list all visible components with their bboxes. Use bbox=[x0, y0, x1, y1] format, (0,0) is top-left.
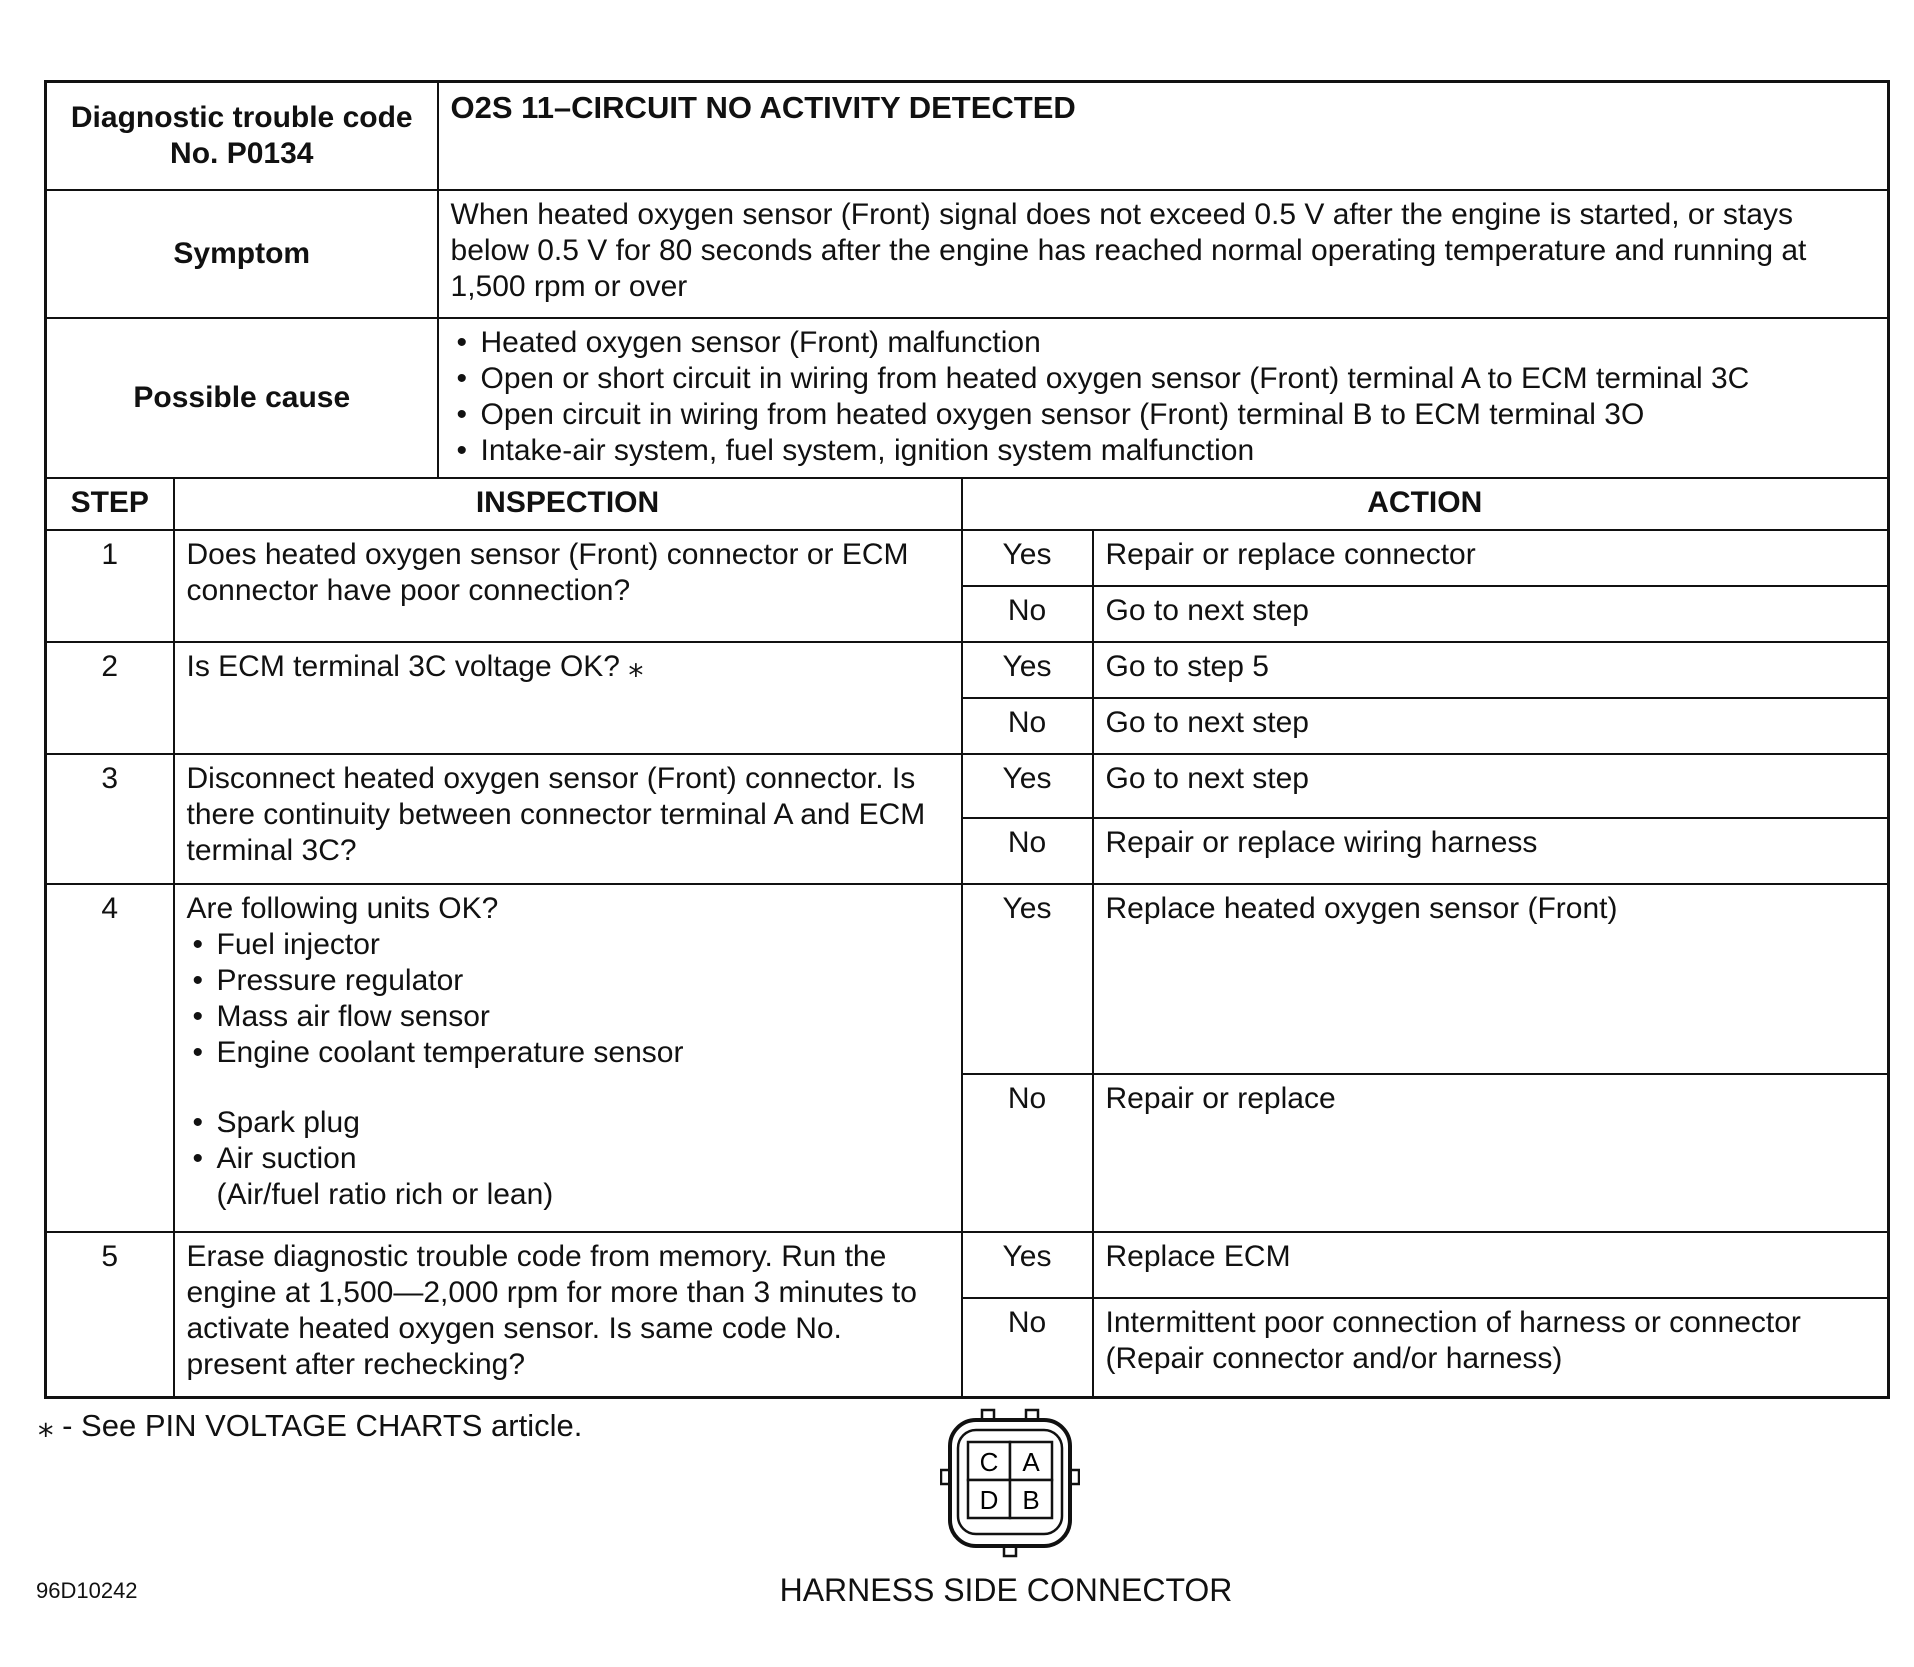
no-label: No bbox=[962, 818, 1093, 884]
no-label: No bbox=[962, 586, 1093, 642]
unit-item: • Air suction bbox=[187, 1141, 949, 1177]
table-row bbox=[46, 884, 1889, 1074]
step-column-header: STEP bbox=[46, 478, 174, 530]
yes-label: Yes bbox=[962, 642, 1093, 698]
step-number: 3 bbox=[46, 754, 174, 884]
unit-item: • Mass air flow sensor bbox=[187, 999, 949, 1035]
dtc-row bbox=[46, 82, 1889, 190]
figure-id: 96D10242 bbox=[36, 1578, 138, 1603]
no-action-line: Intermittent poor connection of harness or connector bbox=[1105, 1305, 1801, 1339]
column-header-row bbox=[46, 478, 1889, 530]
pin-label-c: C bbox=[979, 1447, 999, 1477]
inspection-column-header: INSPECTION bbox=[174, 478, 962, 530]
action-column-header: ACTION bbox=[962, 478, 1889, 530]
symptom-text: When heated oxygen sensor (Front) signal does not exceed 0.5 V after the engine is started, or stays below 0.5 V for 80 seconds after the engine has reached normal operating temperature and running at 1,500 rpm or over bbox=[438, 190, 1889, 318]
yes-label: Yes bbox=[962, 884, 1093, 1074]
unit-item: • Pressure regulator bbox=[187, 963, 949, 999]
no-action: Go to next step bbox=[1093, 698, 1889, 754]
symptom-label: Symptom bbox=[46, 190, 438, 318]
table-row bbox=[46, 754, 1889, 818]
inspection-text: Is ECM terminal 3C voltage OK? ⁎ bbox=[174, 642, 962, 754]
symptom-row bbox=[46, 190, 1889, 318]
inspection-text: Does heated oxygen sensor (Front) connector or ECM connector have poor connection? bbox=[174, 530, 962, 642]
yes-label: Yes bbox=[962, 1232, 1093, 1298]
unit-note: (Air/fuel ratio rich or lean) bbox=[216, 1177, 554, 1211]
yes-label: Yes bbox=[962, 754, 1093, 818]
table-row bbox=[46, 530, 1889, 586]
connector-caption: HARNESS SIDE CONNECTOR bbox=[779, 1572, 1233, 1608]
footnote: ⁎ - See PIN VOLTAGE CHARTS article. bbox=[38, 1408, 583, 1443]
possible-cause-label: Possible cause bbox=[46, 318, 438, 478]
pin-label-d: D bbox=[979, 1485, 999, 1515]
no-action: Repair or replace bbox=[1093, 1074, 1889, 1232]
no-label: No bbox=[962, 698, 1093, 754]
possible-cause-row bbox=[46, 318, 1889, 478]
cause-item: • Open circuit in wiring from heated oxygen sensor (Front) terminal B to ECM terminal 3O bbox=[451, 397, 1876, 433]
table-row bbox=[46, 642, 1889, 698]
diagnostic-table bbox=[44, 80, 1890, 1399]
pin-label-b: B bbox=[1022, 1485, 1040, 1515]
yes-label: Yes bbox=[962, 530, 1093, 586]
possible-cause-list bbox=[438, 318, 1889, 478]
cause-item: • Intake-air system, fuel system, ignition system malfunction bbox=[451, 433, 1876, 469]
step-number: 2 bbox=[46, 642, 174, 754]
step-number: 5 bbox=[46, 1232, 174, 1398]
no-action: Repair or replace wiring harness bbox=[1093, 818, 1889, 884]
dtc-label: Diagnostic trouble code No. P0134 bbox=[46, 82, 438, 190]
yes-action: Go to step 5 bbox=[1093, 642, 1889, 698]
step-number: 1 bbox=[46, 530, 174, 642]
dtc-title: O2S 11–CIRCUIT NO ACTIVITY DETECTED bbox=[438, 82, 1889, 190]
inspection-question: Are following units OK? bbox=[186, 891, 499, 925]
inspection-text: Disconnect heated oxygen sensor (Front) connector. Is there continuity between connector terminal A and ECM terminal 3C? bbox=[174, 754, 962, 884]
diagnostic-document bbox=[44, 80, 1887, 1399]
yes-action: Repair or replace connector bbox=[1093, 530, 1889, 586]
inspection-text bbox=[174, 884, 962, 1232]
harness-connector-diagram bbox=[940, 1408, 1080, 1558]
no-label: No bbox=[962, 1074, 1093, 1232]
yes-action: Go to next step bbox=[1093, 754, 1889, 818]
no-action bbox=[1093, 1298, 1889, 1398]
inspection-text: Erase diagnostic trouble code from memory. Run the engine at 1,500—2,000 rpm for more than 3 minutes to activate heated oxygen sensor. Is same code No. present after rechecking? bbox=[174, 1232, 962, 1398]
no-action-line: (Repair connector and/or harness) bbox=[1105, 1341, 1563, 1375]
cause-item: • Heated oxygen sensor (Front) malfunction bbox=[451, 325, 1876, 361]
unit-item: • Fuel injector bbox=[187, 927, 949, 963]
yes-action: Replace ECM bbox=[1093, 1232, 1889, 1298]
cause-item: • Open or short circuit in wiring from heated oxygen sensor (Front) terminal A to ECM terminal 3C bbox=[451, 361, 1876, 397]
step-number: 4 bbox=[46, 884, 174, 1232]
table-row bbox=[46, 1232, 1889, 1298]
yes-action: Replace heated oxygen sensor (Front) bbox=[1093, 884, 1889, 1074]
no-action: Go to next step bbox=[1093, 586, 1889, 642]
pin-label-a: A bbox=[1022, 1447, 1040, 1477]
no-label: No bbox=[962, 1298, 1093, 1398]
unit-item: • Spark plug bbox=[187, 1105, 949, 1141]
unit-item: • Engine coolant temperature sensor bbox=[187, 1035, 949, 1071]
